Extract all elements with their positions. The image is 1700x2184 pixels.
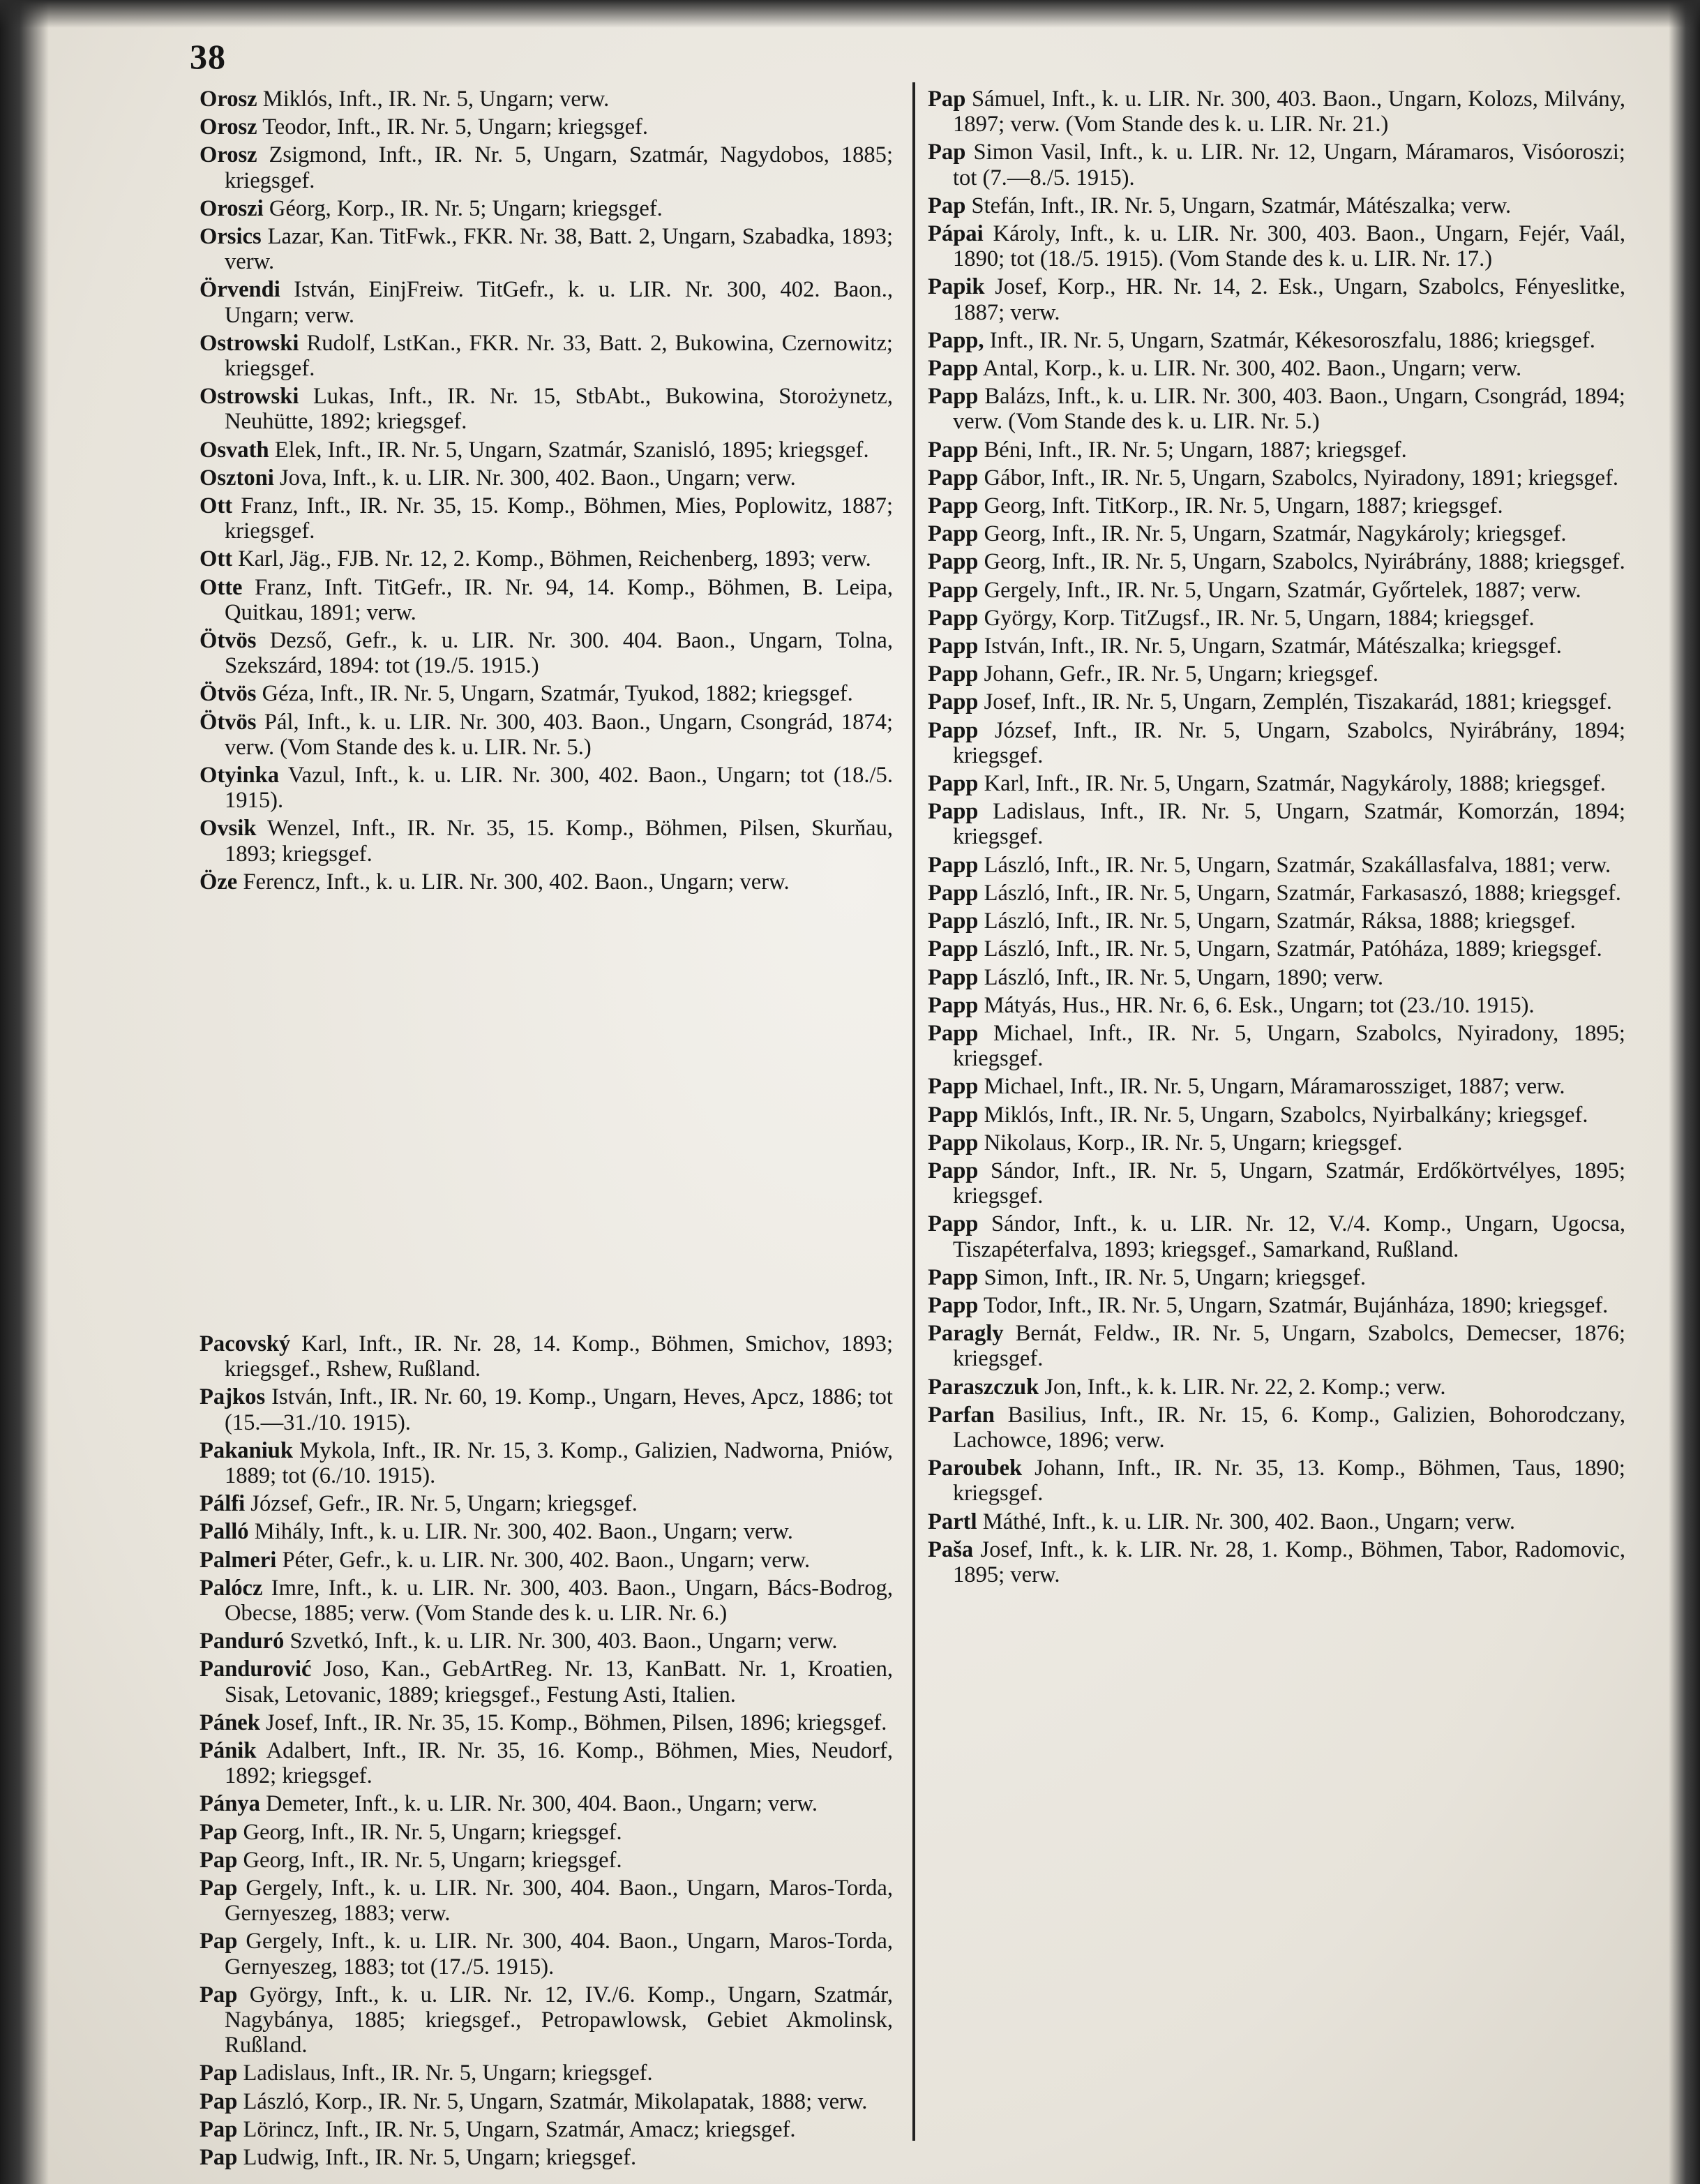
- entry-details: Michael, Inft., IR. Nr. 5, Ungarn, Máramarossziget, 1887; verw.: [978, 1074, 1565, 1100]
- entry-surname: Papp: [928, 634, 979, 659]
- register-entry: [928, 1074, 1625, 1099]
- register-entry: [928, 87, 1625, 137]
- entry-surname: Örvendi: [200, 277, 280, 303]
- register-entry: [928, 1158, 1625, 1209]
- register-entry: [928, 1211, 1625, 1262]
- entry-surname: Pap: [200, 1876, 238, 1901]
- entry-details: Géorg, Korp., IR. Nr. 5; Ungarn; kriegsgef.: [263, 195, 663, 221]
- register-entry: [200, 437, 893, 463]
- entry-details: Jova, Inft., k. u. LIR. Nr. 300, 402. Baon., Ungarn; verw.: [273, 465, 796, 491]
- page-number: 38: [190, 37, 226, 76]
- entry-surname: Pap: [200, 1819, 238, 1845]
- scan-edge-left: [0, 0, 49, 2184]
- entry-surname: Papp: [928, 1264, 979, 1290]
- entry-details: Károly, Inft., k. u. LIR. Nr. 300, 403. Baon., Ungarn, Fejér, Vaál, 1890; tot (18./5. 1915). (Vom Stande des k. u. LIR. Nr. 17.): [953, 221, 1625, 272]
- entry-details: Géza, Inft., IR. Nr. 5, Ungarn, Szatmár, Tyukod, 1882; kriegsgef.: [256, 681, 853, 707]
- entry-surname: Pap: [200, 1929, 238, 1954]
- entry-details: László, Korp., IR. Nr. 5, Ungarn, Szatmár, Mikolapatak, 1888; verw.: [237, 2088, 868, 2114]
- register-entry: [200, 2117, 893, 2142]
- register-entry: [928, 328, 1625, 353]
- entry-details: Péter, Gefr., k. u. LIR. Nr. 300, 402. Baon., Ungarn; verw.: [276, 1547, 811, 1573]
- entry-details: Ladislaus, Inft., IR. Nr. 5, Ungarn, Szatmár, Komorzán, 1894; kriegsgef.: [953, 799, 1625, 850]
- entry-details: Basilius, Inft., IR. Nr. 15, 6. Komp., Galizien, Bohorodczany, Lachowce, 1896; verw.: [953, 1402, 1625, 1453]
- register-entry: [200, 575, 893, 625]
- entry-surname: Papp: [928, 771, 979, 797]
- register-entry: [928, 1293, 1625, 1318]
- register-entry: [928, 606, 1625, 631]
- register-entry: [928, 221, 1625, 271]
- entry-surname: Papp: [928, 1074, 979, 1100]
- register-entry: [928, 1102, 1625, 1128]
- entry-surname: Pánik: [200, 1738, 257, 1764]
- register-entry: [928, 521, 1625, 546]
- entry-surname: Papp,: [928, 327, 984, 353]
- entry-surname: Papik: [928, 274, 985, 300]
- register-entry: [200, 224, 893, 274]
- entry-details: Mátyás, Hus., HR. Nr. 6, 6. Esk., Ungarn; tot (23./10. 1915).: [978, 992, 1535, 1018]
- entry-surname: Papp: [928, 717, 979, 743]
- entry-details: Todor, Inft., IR. Nr. 5, Ungarn, Szatmár, Bujánháza, 1890; kriegsgef.: [978, 1292, 1609, 1318]
- register-entry: [928, 936, 1625, 962]
- entry-surname: Papp: [928, 437, 979, 463]
- register-entry: [928, 1130, 1625, 1155]
- register-entry: [928, 1537, 1625, 1587]
- entry-surname: Ostrowski: [200, 384, 299, 410]
- entry-details: Georg, Inft., IR. Nr. 5, Ungarn; kriegsgef.: [237, 1819, 622, 1845]
- register-entry: [928, 140, 1625, 190]
- register-entry: [200, 763, 893, 813]
- entry-details: József, Inft., IR. Nr. 5, Ungarn, Szabolcs, Nyirábrány, 1894; kriegsgef.: [953, 717, 1625, 768]
- entry-details: Demeter, Inft., k. u. LIR. Nr. 300, 404. Baon., Ungarn; verw.: [259, 1791, 818, 1817]
- entry-details: Georg, Inft., IR. Nr. 5, Ungarn, Szabolcs, Nyirábrány, 1888; kriegsgef.: [978, 549, 1625, 575]
- entry-details: Ludwig, Inft., IR. Nr. 5, Ungarn; kriegsgef.: [237, 2145, 637, 2171]
- entry-details: Antal, Korp., k. u. LIR. Nr. 300, 402. Baon., Ungarn; verw.: [978, 356, 1522, 382]
- entry-surname: Pap: [200, 2145, 238, 2171]
- entry-surname: Papp: [928, 1102, 979, 1128]
- register-entry: [200, 2060, 893, 2086]
- register-entry: [200, 1791, 893, 1816]
- column-divider: [912, 82, 915, 2141]
- register-entry: [200, 1438, 893, 1488]
- entry-surname: Pap: [200, 2088, 238, 2114]
- entry-surname: Papp: [928, 1158, 979, 1183]
- entry-details: Rudolf, LstKan., FKR. Nr. 33, Batt. 2, Bukowina, Czernowitz; kriegsgef.: [225, 330, 893, 382]
- entry-details: Karl, Inft., IR. Nr. 28, 14. Komp., Böhmen, Smichov, 1893; kriegsgef., Rshew, Rußland.: [225, 1331, 893, 1382]
- register-entry: [200, 2145, 893, 2170]
- entry-surname: Ott: [200, 493, 233, 519]
- register-entry: [928, 689, 1625, 715]
- register-entry: [928, 853, 1625, 878]
- entry-surname: Paša: [928, 1536, 974, 1562]
- register-entry: [200, 869, 893, 895]
- entry-details: Georg, Inft., IR. Nr. 5, Ungarn, Szatmár, Nagykároly; kriegsgef.: [978, 521, 1567, 547]
- entry-details: Sándor, Inft., IR. Nr. 5, Ungarn, Szatmár, Erdőkörtvélyes, 1895; kriegsgef.: [953, 1158, 1625, 1209]
- entry-surname: Pánek: [200, 1710, 260, 1735]
- register-entry: [200, 710, 893, 760]
- register-entry: [928, 718, 1625, 768]
- entry-details: Imre, Inft., k. u. LIR. Nr. 300, 403. Baon., Ungarn, Bács-Bodrog, Obecse, 1885; verw. (Vom Stande des k. u. LIR. Nr. 6.): [225, 1575, 893, 1626]
- entry-surname: Pacovský: [200, 1331, 291, 1356]
- register-entry: [200, 384, 893, 434]
- register-entry: [928, 437, 1625, 463]
- entry-details: Pál, Inft., k. u. LIR. Nr. 300, 403. Baon., Ungarn, Csongrád, 1874; verw. (Vom Stande des k. u. LIR. Nr. 5.): [225, 709, 893, 760]
- entry-details: Vazul, Inft., k. u. LIR. Nr. 300, 402. Baon., Ungarn; tot (18./5. 1915).: [225, 763, 893, 814]
- entry-surname: Orsics: [200, 224, 262, 250]
- entry-surname: Pap: [200, 2116, 238, 2142]
- register-entry: [928, 549, 1625, 574]
- register-entry: [928, 193, 1625, 218]
- register-entry: [200, 1738, 893, 1788]
- entry-details: Dezső, Gefr., k. u. LIR. Nr. 300. 404. Baon., Ungarn, Tolna, Szekszárd, 1894: tot (19./5. 1915.): [225, 628, 893, 679]
- entry-surname: Ott: [200, 546, 233, 572]
- register-entry: [928, 1403, 1625, 1453]
- register-entry: [200, 1491, 893, 1516]
- entry-surname: Papp: [928, 936, 979, 962]
- entry-details: Gergely, Inft., k. u. LIR. Nr. 300, 404. Baon., Ungarn, Maros-Torda, Gernyeszeg, 1883; verw.: [225, 1876, 893, 1927]
- entry-details: Josef, Inft., IR. Nr. 35, 15. Komp., Böhmen, Pilsen, 1896; kriegsgef.: [259, 1710, 887, 1735]
- entry-details: Teodor, Inft., IR. Nr. 5, Ungarn; kriegsgef.: [257, 114, 649, 140]
- scan-edge-right: [1669, 0, 1700, 2184]
- entry-surname: Parfan: [928, 1402, 995, 1428]
- entry-details: István, EinjFreiw. TitGefr., k. u. LIR. Nr. 300, 402. Baon., Ungarn; verw.: [225, 277, 893, 328]
- entry-surname: Pánya: [200, 1791, 260, 1817]
- register-entry: [928, 384, 1625, 434]
- entry-surname: Papp: [928, 605, 979, 631]
- register-entry: [928, 1321, 1625, 1371]
- register-entry: [928, 493, 1625, 518]
- entry-surname: Papp: [928, 521, 979, 547]
- entry-surname: Pap: [928, 87, 966, 112]
- entry-surname: Paroubek: [928, 1456, 1023, 1481]
- entry-details: Franz, Inft., IR. Nr. 35, 15. Komp., Böhmen, Mies, Poplowitz, 1887; kriegsgef.: [225, 493, 893, 544]
- entry-details: Josef, Korp., HR. Nr. 14, 2. Esk., Ungarn, Szabolcs, Fényeslitke, 1887; verw.: [953, 274, 1625, 325]
- entry-details: József, Gefr., IR. Nr. 5, Ungarn; kriegsgef.: [245, 1491, 638, 1517]
- entry-details: Johann, Inft., IR. Nr. 35, 13. Komp., Böhmen, Taus, 1890; kriegsgef.: [953, 1456, 1625, 1506]
- register-entry: [200, 196, 893, 221]
- register-entry: [928, 993, 1625, 1018]
- entry-details: László, Inft., IR. Nr. 5, Ungarn, Szatmár, Farkasaszó, 1888; kriegsgef.: [978, 880, 1621, 906]
- entry-surname: Pápai: [928, 221, 984, 247]
- register-entry: [928, 578, 1625, 603]
- register-entry: [200, 1982, 893, 2058]
- register-entry: [200, 114, 893, 140]
- register-entry: [928, 274, 1625, 324]
- entry-details: Lörincz, Inft., IR. Nr. 5, Ungarn, Szatmár, Amacz; kriegsgef.: [237, 2116, 796, 2142]
- entry-details: Inft., IR. Nr. 5, Ungarn, Szatmár, Kékesoroszfalu, 1886; kriegsgef.: [984, 327, 1595, 353]
- entry-surname: Osvath: [200, 437, 269, 463]
- entry-surname: Ötvös: [200, 709, 257, 735]
- left-column-top: [200, 87, 893, 897]
- entry-details: Wenzel, Inft., IR. Nr. 35, 15. Komp., Böhmen, Pilsen, Skurňau, 1893; kriegsgef.: [225, 816, 893, 867]
- register-entry: [200, 277, 893, 327]
- register-entry: [928, 1265, 1625, 1290]
- entry-details: Máthé, Inft., k. u. LIR. Nr. 300, 402. Baon., Ungarn; verw.: [977, 1509, 1516, 1534]
- entry-surname: Pap: [200, 1982, 238, 2007]
- entry-surname: Pap: [200, 2060, 238, 2086]
- entry-details: Gergely, Inft., k. u. LIR. Nr. 300, 404. Baon., Ungarn, Maros-Torda, Gernyeszeg, 1883; tot (17./5. 1915).: [225, 1929, 893, 1980]
- entry-details: Michael, Inft., IR. Nr. 5, Ungarn, Szabolcs, Nyiradony, 1895; kriegsgef.: [953, 1020, 1625, 1072]
- entry-details: Georg, Inft. TitKorp., IR. Nr. 5, Ungarn, 1887; kriegsgef.: [978, 493, 1503, 519]
- entry-details: Jon, Inft., k. k. LIR. Nr. 22, 2. Komp.; verw.: [1039, 1374, 1446, 1400]
- register-entry: [200, 1820, 893, 1845]
- entry-details: Simon, Inft., IR. Nr. 5, Ungarn; kriegsgef.: [978, 1264, 1366, 1290]
- entry-surname: Palmeri: [200, 1547, 277, 1573]
- entry-details: Gergely, Inft., IR. Nr. 5, Ungarn, Szatmár, Győrtelek, 1887; verw.: [978, 577, 1581, 603]
- entry-surname: Otyinka: [200, 763, 280, 788]
- register-entry: [928, 1021, 1625, 1071]
- entry-surname: Papp: [928, 799, 979, 825]
- left-column-bottom: [200, 1331, 893, 2173]
- entry-details: Mykola, Inft., IR. Nr. 15, 3. Komp., Galizien, Nadworna, Pniów, 1889; tot (6./10. 1915).: [225, 1437, 893, 1489]
- entry-details: Béni, Inft., IR. Nr. 5; Ungarn, 1887; kriegsgef.: [978, 437, 1407, 463]
- entry-surname: Otte: [200, 574, 243, 600]
- entry-details: György, Korp. TitZugsf., IR. Nr. 5, Ungarn, 1884; kriegsgef.: [978, 605, 1535, 631]
- entry-details: Ladislaus, Inft., IR. Nr. 5, Ungarn; kriegsgef.: [237, 2060, 653, 2086]
- right-column: [928, 87, 1625, 1590]
- entry-details: Josef, Inft., k. k. LIR. Nr. 28, 1. Komp., Böhmen, Tabor, Radomovic, 1895; verw.: [953, 1536, 1625, 1587]
- register-entry: [928, 965, 1625, 990]
- register-entry: [200, 1331, 893, 1382]
- entry-details: György, Inft., k. u. LIR. Nr. 12, IV./6. Komp., Ungarn, Szatmár, Nagybánya, 1885; kriegsgef., Petropawlowsk, Gebiet Akmolinsk, Rußland.: [225, 1982, 893, 2058]
- entry-details: István, Inft., IR. Nr. 5, Ungarn, Szatmár, Mátészalka; kriegsgef.: [978, 634, 1562, 659]
- register-entry: [200, 331, 893, 381]
- entry-details: Zsigmond, Inft., IR. Nr. 5, Ungarn, Szatmár, Nagydobos, 1885; kriegsgef.: [225, 142, 893, 193]
- entry-details: Szvetkó, Inft., k. u. LIR. Nr. 300, 403. Baon., Ungarn; verw.: [284, 1629, 838, 1654]
- scan-edge-top: [0, 0, 1700, 28]
- entry-surname: Papp: [928, 356, 979, 382]
- entry-details: Nikolaus, Korp., IR. Nr. 5, Ungarn; kriegsgef.: [978, 1130, 1403, 1155]
- entry-surname: Orosz: [200, 87, 257, 112]
- entry-details: Franz, Inft. TitGefr., IR. Nr. 94, 14. Komp., Böhmen, B. Leipa, Quitkau, 1891; verw.: [225, 574, 893, 625]
- register-entry: [928, 908, 1625, 934]
- register-entry: [928, 1509, 1625, 1534]
- entry-details: László, Inft., IR. Nr. 5, Ungarn, 1890; verw.: [978, 964, 1383, 990]
- entry-surname: Orosz: [200, 114, 257, 140]
- register-entry: [928, 465, 1625, 491]
- entry-details: Sándor, Inft., k. u. LIR. Nr. 12, V./4. Komp., Ungarn, Ugocsa, Tiszapéterfalva, 1893; kriegsgef., Samarkand, Rußland.: [953, 1211, 1625, 1262]
- entry-surname: Palló: [200, 1519, 249, 1545]
- entry-surname: Osztoni: [200, 465, 274, 491]
- entry-surname: Pandurović: [200, 1656, 312, 1682]
- register-entry: [928, 1375, 1625, 1400]
- entry-surname: Pap: [928, 193, 966, 218]
- register-entry: [200, 1656, 893, 1707]
- entry-surname: Ostrowski: [200, 330, 299, 356]
- entry-surname: Papp: [928, 661, 979, 687]
- entry-surname: Papp: [928, 852, 979, 878]
- entry-details: László, Inft., IR. Nr. 5, Ungarn, Szatmár, Ráksa, 1888; kriegsgef.: [978, 908, 1576, 934]
- entry-details: Elek, Inft., IR. Nr. 5, Ungarn, Szatmár, Szanisló, 1895; kriegsgef.: [269, 437, 869, 463]
- entry-details: Sámuel, Inft., k. u. LIR. Nr. 300, 403. Baon., Ungarn, Kolozs, Milvány, 1897; verw. (Vom Stande des k. u. LIR. Nr. 21.): [953, 87, 1625, 137]
- register-entry: [200, 1848, 893, 1873]
- register-entry: [200, 1929, 893, 1979]
- entry-details: Karl, Inft., IR. Nr. 5, Ungarn, Szatmár, Nagykároly, 1888; kriegsgef.: [978, 771, 1606, 797]
- entry-surname: Papp: [928, 964, 979, 990]
- entry-surname: Papp: [928, 880, 979, 906]
- register-entry: [200, 681, 893, 706]
- register-entry: [928, 661, 1625, 687]
- entry-surname: Papp: [928, 465, 979, 491]
- entry-details: Lukas, Inft., IR. Nr. 15, StbAbt., Bukowina, Storożynetz, Neuhütte, 1892; kriegsgef.: [225, 384, 893, 435]
- entry-details: Bernát, Feldw., IR. Nr. 5, Ungarn, Szabolcs, Demecser, 1876; kriegsgef.: [953, 1321, 1625, 1372]
- entry-details: Johann, Gefr., IR. Nr. 5, Ungarn; kriegsgef.: [978, 661, 1379, 687]
- entry-details: Ferencz, Inft., k. u. LIR. Nr. 300, 402. Baon., Ungarn; verw.: [237, 869, 790, 895]
- entry-surname: Partl: [928, 1509, 977, 1534]
- entry-surname: Orosz: [200, 142, 257, 168]
- entry-surname: Papp: [928, 549, 979, 575]
- register-entry: [200, 816, 893, 866]
- entry-details: Adalbert, Inft., IR. Nr. 35, 16. Komp., Böhmen, Mies, Neudorf, 1892; kriegsgef.: [225, 1738, 893, 1789]
- register-entry: [200, 142, 893, 193]
- entry-surname: Papp: [928, 689, 979, 715]
- register-entry: [928, 771, 1625, 796]
- register-entry: [928, 1456, 1625, 1506]
- entry-surname: Pálfi: [200, 1491, 246, 1517]
- register-entry: [200, 628, 893, 678]
- entry-details: Gábor, Inft., IR. Nr. 5, Ungarn, Szabolcs, Nyiradony, 1891; kriegsgef.: [978, 465, 1619, 491]
- register-entry: [200, 1629, 893, 1654]
- entry-surname: Panduró: [200, 1629, 285, 1654]
- entry-surname: Papp: [928, 1211, 979, 1237]
- entry-surname: Papp: [928, 577, 979, 603]
- register-entry: [200, 87, 893, 112]
- entry-details: Miklós, Inft., IR. Nr. 5, Ungarn; verw.: [257, 87, 610, 112]
- entry-surname: Paragly: [928, 1321, 1004, 1347]
- entry-surname: Öze: [200, 869, 238, 895]
- entry-details: Joso, Kan., GebArtReg. Nr. 13, KanBatt. Nr. 1, Kroatien, Sisak, Letovanic, 1889; kriegsgef., Festung Asti, Italien.: [225, 1656, 893, 1707]
- entry-surname: Papp: [928, 1292, 979, 1318]
- entry-details: László, Inft., IR. Nr. 5, Ungarn, Szatmár, Patóháza, 1889; kriegsgef.: [978, 936, 1602, 962]
- entry-details: Mihály, Inft., k. u. LIR. Nr. 300, 402. Baon., Ungarn; verw.: [248, 1519, 793, 1545]
- entry-surname: Papp: [928, 992, 979, 1018]
- entry-details: Miklós, Inft., IR. Nr. 5, Ungarn, Szabolcs, Nyirbalkány; kriegsgef.: [978, 1102, 1588, 1128]
- register-entry: [200, 1576, 893, 1626]
- register-entry: [928, 799, 1625, 849]
- register-entry: [200, 1548, 893, 1573]
- register-entry: [200, 1876, 893, 1926]
- entry-details: Lazar, Kan. TitFwk., FKR. Nr. 38, Batt. 2, Ungarn, Szabadka, 1893; verw.: [225, 224, 893, 275]
- entry-surname: Pap: [928, 140, 966, 165]
- entry-surname: Paraszczuk: [928, 1374, 1039, 1400]
- entry-details: Karl, Jäg., FJB. Nr. 12, 2. Komp., Böhmen, Reichenberg, 1893; verw.: [232, 546, 871, 572]
- register-entry: [200, 1710, 893, 1735]
- entry-surname: Papp: [928, 1130, 979, 1155]
- entry-details: László, Inft., IR. Nr. 5, Ungarn, Szatmár, Szakállasfalva, 1881; verw.: [978, 852, 1611, 878]
- entry-surname: Papp: [928, 1020, 979, 1046]
- register-entry: [200, 465, 893, 491]
- entry-details: Simon Vasil, Inft., k. u. LIR. Nr. 12, Ungarn, Máramaros, Visóoroszi; tot (7.—8./5. 1915).: [953, 140, 1625, 190]
- entry-surname: Papp: [928, 493, 979, 519]
- entry-details: Josef, Inft., IR. Nr. 5, Ungarn, Zemplén, Tiszakarád, 1881; kriegsgef.: [978, 689, 1612, 715]
- entry-surname: Oroszi: [200, 195, 264, 221]
- entry-surname: Papp: [928, 908, 979, 934]
- register-entry: [928, 634, 1625, 659]
- register-entry: [200, 1519, 893, 1544]
- entry-details: Balázs, Inft., k. u. LIR. Nr. 300, 403. Baon., Ungarn, Csongrád, 1894; verw. (Vom Stande des k. u. LIR. Nr. 5.): [953, 384, 1625, 435]
- entry-details: Stefán, Inft., IR. Nr. 5, Ungarn, Szatmár, Mátészalka; verw.: [965, 193, 1512, 218]
- entry-surname: Pajkos: [200, 1384, 266, 1410]
- entry-surname: Ötvös: [200, 681, 257, 707]
- entry-surname: Pakaniuk: [200, 1437, 294, 1463]
- register-entry: [200, 493, 893, 544]
- entry-surname: Papp: [928, 384, 979, 410]
- register-entry: [200, 1384, 893, 1435]
- entry-details: István, Inft., IR. Nr. 60, 19. Komp., Ungarn, Heves, Apcz, 1886; tot (15.—31./10. 1915).: [225, 1384, 893, 1435]
- entry-surname: Ovsik: [200, 816, 257, 842]
- entry-surname: Palócz: [200, 1575, 263, 1601]
- register-entry: [928, 356, 1625, 381]
- entry-surname: Ötvös: [200, 628, 257, 654]
- register-entry: [200, 546, 893, 571]
- register-entry: [200, 2089, 893, 2114]
- entry-surname: Pap: [200, 1847, 238, 1873]
- entry-details: Georg, Inft., IR. Nr. 5, Ungarn; kriegsgef.: [237, 1847, 622, 1873]
- register-entry: [928, 881, 1625, 906]
